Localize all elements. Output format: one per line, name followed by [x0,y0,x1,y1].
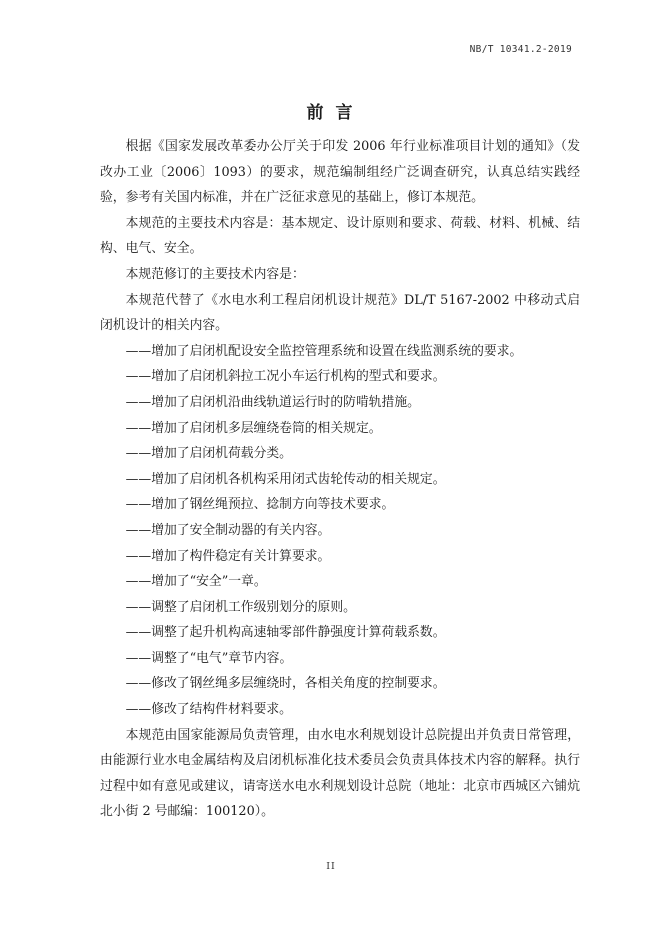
list-item: ——增加了启闭机多层缠绕卷筒的相关规定。 [125,420,382,436]
list-item: ——调整了“电气”章节内容。 [125,650,293,666]
list-item: ——增加了启闭机斜拉工况小车运行机构的型式和要求。 [125,369,446,385]
paragraph-basis: 根据《国家发展改革委办公厅关于印发 2006 年行业标准项目计划的通知》（发改办工业〔2006〕1093）的要求，规范编制组经广泛调查研究，认真总结实践经验，参考有关国内标准，并在广泛征求意见的基础上，修订本规范。 [100,139,580,206]
list-item: ——调整了启闭机工作级别划分的原则。 [125,599,356,615]
list-item: ——增加了启闭机沿曲线轨道运行时的防啃轨措施。 [125,394,420,410]
list-item: ——调整了起升机构高速轴零部件静强度计算荷载系数。 [125,625,446,641]
paragraph-main-content: 本规范的主要技术内容是：基本规定、设计原则和要求、荷载、材料、机械、结构、电气、安全。 [100,215,580,257]
list-item: ——增加了启闭机各机构采用闭式齿轮传动的相关规定。 [125,471,446,487]
list-item: ——增加了构件稳定有关计算要求。 [125,548,331,564]
page-number: II [326,861,336,872]
standard-code: NB/T 10341.2-2019 [469,44,572,55]
document-body [100,134,580,825]
list-item: ——增加了启闭机荷载分类。 [125,446,292,462]
list-item: ——增加了“安全”一章。 [125,574,267,590]
list-item: ——增加了安全制动器的有关内容。 [125,522,331,538]
list-item: ——增加了启闭机配设安全监控管理系统和设置在线监测系统的要求。 [125,343,523,359]
paragraph-management: 本规范由国家能源局负责管理，由水电水利规划设计总院提出并负责日常管理，由能源行业水电金属结构及启闭机标准化技术委员会负责具体技术内容的解释。执行过程中如有意见或建议，请寄送水电水利规划设计总院（地址：北京市西城区六铺炕北小街 2 号邮编：100120）。 [100,727,580,820]
list-item: ——增加了钢丝绳预拉、捻制方向等技术要求。 [125,497,395,513]
paragraph-replacement: 本规范代替了《水电水利工程启闭机设计规范》DL/T 5167-2002 中移动式启闭机设计的相关内容。 [100,292,580,334]
list-item: ——修改了钢丝绳多层缠绕时，各相关角度的控制要求。 [125,676,446,692]
paragraph-revision-intro: 本规范修订的主要技术内容是： [125,266,305,282]
list-item: ——修改了结构件材料要求。 [125,702,292,718]
page-title: 前 言 [306,103,356,123]
